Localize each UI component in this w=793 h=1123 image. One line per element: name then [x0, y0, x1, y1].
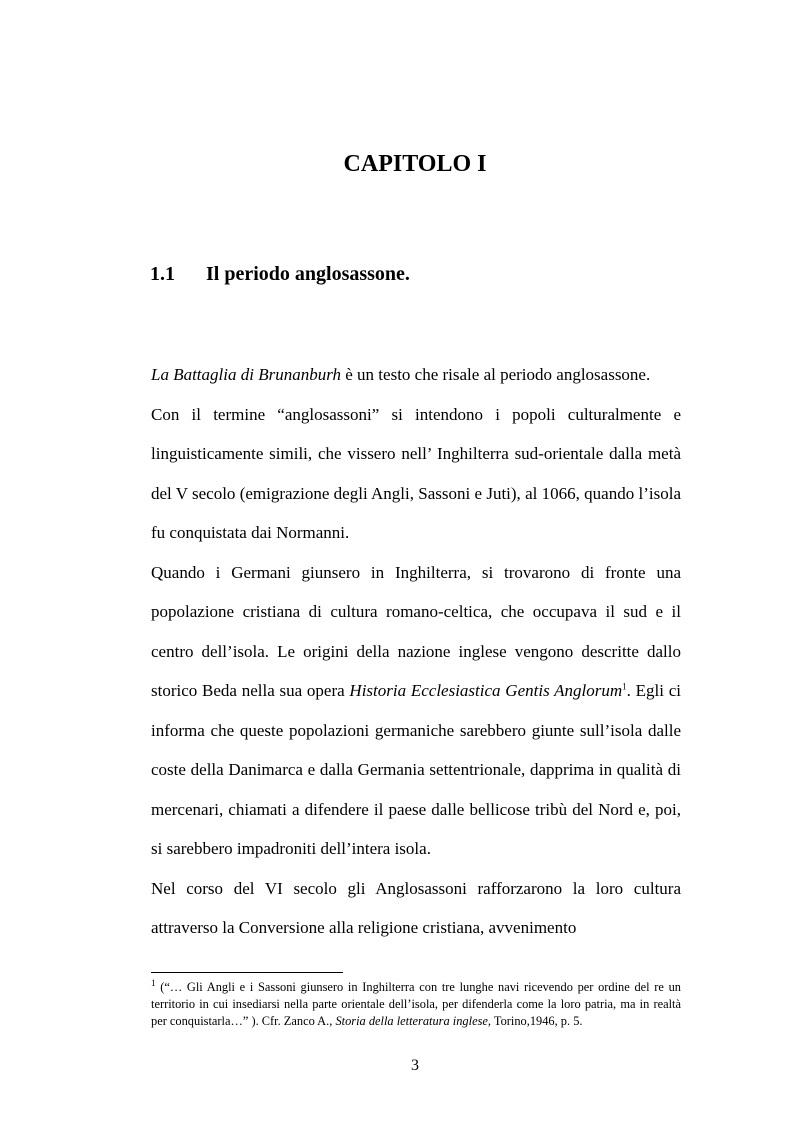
body-text — [151, 355, 681, 948]
paragraph-3-text-after: . Egli ci informa che queste popolazioni germaniche sarebbero giunte sull’isola dalle coste della Danimarca e dalla Germania settentrionale, dapprima in qualità di mercenari, chiamati a difendere il paese dalle bellicose tribù del Nord e, poi, si sarebbero impadroniti dell’intera isola. — [151, 681, 681, 858]
page-number: 3 — [411, 1057, 419, 1074]
footnote-text-after: , Torino,1946, p. 5. — [487, 1014, 583, 1028]
footnote-reference[interactable]: 1 — [622, 681, 627, 692]
footnote — [151, 979, 681, 1030]
footnote-text-before: (“… Gli Angli e i Sassoni giunsero in Inghilterra con tre lunghe navi ricevendo per ordine del re un territorio in cui insediarsi nella parte orientale dell’isola, per difenderla come la loro patria, ma in realtà per conquistarla…” ). Cfr. Zanco A., — [151, 980, 681, 1028]
footnote-separator — [151, 972, 343, 973]
footnote-marker: 1 — [151, 977, 156, 988]
section-title: Il periodo anglosassone. — [206, 263, 410, 285]
work-title-battaglia: La Battaglia di Brunanburh — [151, 365, 342, 384]
work-title-historia: Historia Ecclesiastica Gentis Anglorum — [349, 681, 623, 700]
paragraph-1-text: è un testo che risale al periodo anglosassone. — [341, 365, 651, 384]
paragraph-4: Nel corso del VI secolo gli Anglosassoni rafforzarono la loro cultura attraverso la Conversione alla religione cristiana, avvenimento — [151, 878, 681, 937]
chapter-title: CAPITOLO I — [343, 151, 487, 177]
paragraph-1 — [151, 355, 681, 395]
section-heading — [150, 261, 410, 287]
paragraph-2: Con il termine “anglosassoni” si intendono i popoli culturalmente e linguisticamente simili, che vissero nell’ Inghilterra sud-orientale dalla metà del V secolo (emigrazione degli Angli, Sassoni e Juti), al 1066, quando l’isola fu conquistata dai Normanni. — [151, 404, 681, 542]
section-number: 1.1 — [150, 263, 175, 285]
paragraph-3-text-before: Quando i Germani giunsero in Inghilterra, si trovarono di fronte una popolazione cristiana di cultura romano-celtica, che occupava il sud e il centro dell’isola. Le origini della nazione inglese vengono descritte dallo storico Beda nella sua opera — [151, 562, 681, 700]
footnote-work-title: Storia della letteratura inglese — [335, 1014, 488, 1028]
paragraph-3 — [151, 553, 681, 869]
